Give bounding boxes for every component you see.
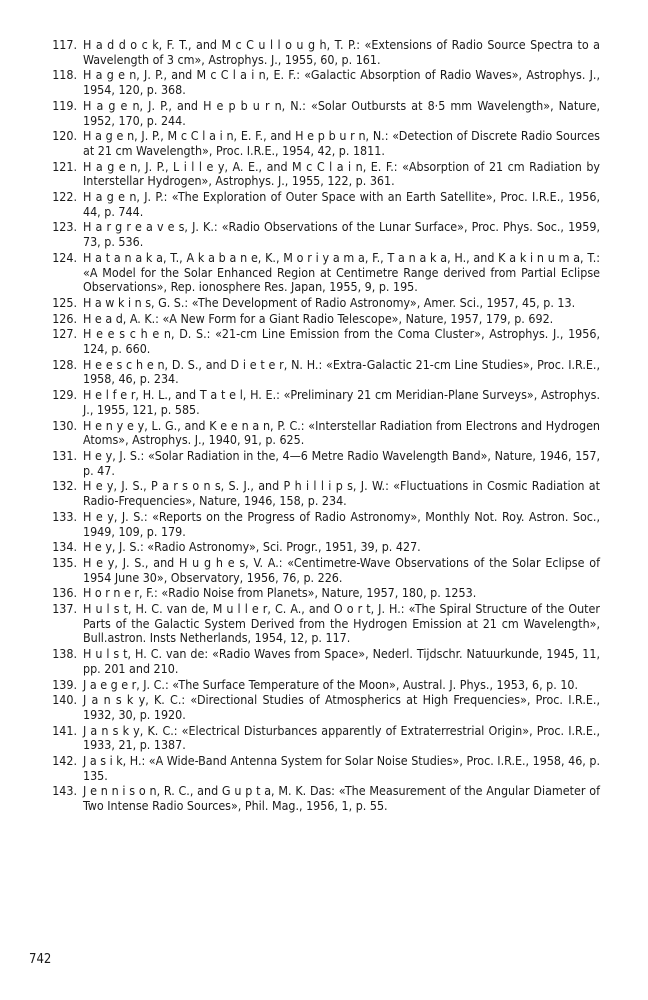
reference-text: H e y, J. S.: «Solar Radiation in the, 4—6 Metre Radio Wavelength Band», Nature, 1946, 157, p. 47.	[83, 447, 600, 478]
reference-entry	[24, 586, 600, 601]
reference-entry	[24, 647, 600, 676]
reference-entry	[24, 68, 600, 97]
reference-number: 125.	[52, 294, 77, 310]
reference-number: 139.	[52, 676, 77, 692]
reference-text: H a t a n a k a, T., A k a b a n e, K., M o r i y a m a, F., T a n a k a, H., and K a k i n u m a, T.: «A Model for the Solar Enhanced Region at Centimetre Range derived from Partial Eclipse Observations», Rep. ionosphere Res. Japan, 1955, 9, p. 195.	[83, 249, 600, 295]
reference-number: 134.	[52, 539, 77, 555]
reference-text: H e y, J. S., and H u g h e s, V. A.: «Centimetre-Wave Observations of the Solar Eclipse of 1954 June 30», Observatory, 1956, 76, p. 226.	[83, 554, 600, 585]
reference-text: J a n s k y, K. C.: «Directional Studies of Atmospherics at High Frequencies», Proc. I.R.E., 1932, 30, p. 1920.	[83, 692, 600, 722]
reference-text: H a d d o c k, F. T., and M c C u l l o u g h, T. P.: «Extensions of Radio Source Spectra to a Wavelength of 3 cm», Astrophys. J., 1955, 60, p. 161.	[83, 37, 600, 67]
reference-entry	[24, 99, 600, 128]
reference-number: 143.	[52, 783, 77, 799]
reference-entry	[24, 754, 600, 783]
reference-text: H e e s c h e n, D. S.: «21-cm Line Emission from the Coma Cluster», Astrophys. J., 1956, 124, p. 660.	[83, 326, 600, 357]
reference-entry	[24, 327, 600, 356]
reference-entry	[24, 556, 600, 585]
reference-text: H u l s t, H. C. van de: «Radio Waves from Space», Nederl. Tijdschr. Natuurkunde, 1945, 11, pp. 201 and 210.	[83, 646, 600, 676]
reference-number: 122.	[52, 189, 77, 205]
reference-number: 133.	[52, 508, 77, 524]
reference-entry	[24, 220, 600, 249]
reference-entry	[24, 190, 600, 219]
reference-entry	[24, 449, 600, 478]
reference-number: 130.	[52, 417, 77, 433]
reference-text: H e y, J. S.: «Reports on the Progress of Radio Astronomy», Monthly Not. Roy. Astron. Soc., 1949, 109, p. 179.	[83, 508, 600, 539]
reference-number: 131.	[52, 447, 77, 463]
reference-entry	[24, 419, 600, 448]
reference-text: H e y, J. S.: «Radio Astronomy», Sci. Progr., 1951, 39, p. 427.	[83, 539, 421, 555]
reference-entry	[24, 358, 600, 387]
reference-entry	[24, 678, 600, 693]
reference-text: H o r n e r, F.: «Radio Noise from Planets», Nature, 1957, 180, p. 1253.	[83, 585, 477, 601]
reference-text: H a g e n, J. P., L i l l e y, A. E., and M c C l a i n, E. F.: «Absorption of 21 cm Radiation by Interstellar Hydrogen», Astrophys. J., 1955, 122, p. 361.	[83, 158, 600, 189]
reference-text: H a g e n, J. P., and H e p b u r n, N.: «Solar Outbursts at 8·5 mm Wavelength», Nature, 1952, 170, p. 244.	[83, 97, 600, 128]
reference-entry	[24, 724, 600, 753]
reference-entry	[24, 693, 600, 722]
reference-entry	[24, 510, 600, 539]
reference-number: 119.	[52, 97, 77, 113]
reference-number: 138.	[52, 646, 77, 662]
reference-text: J a n s k y, K. C.: «Electrical Disturbances apparently of Extraterrestrial Origin», Proc. I.R.E., 1933, 21, p. 1387.	[83, 722, 600, 753]
reference-entry	[24, 129, 600, 158]
reference-text: H a g e n, J. P., and M c C l a i n, E. F.: «Galactic Absorption of Radio Waves», Astrophys. J., 1954, 120, p. 368.	[83, 67, 600, 98]
reference-number: 129.	[52, 387, 77, 403]
reference-text: H e e s c h e n, D. S., and D i e t e r, N. H.: «Extra-Galactic 21-cm Line Studies», Proc. I.R.E., 1958, 46, p. 234.	[83, 356, 600, 387]
reference-text: H e y, J. S., P a r s o n s, S. J., and P h i l l i p s, J. W.: «Fluctuations in Cosmic Radiation at Radio-Frequencies», Nature, 1946, 158, p. 234.	[83, 478, 600, 509]
reference-text: H u l s t, H. C. van de, M u l l e r, C. A., and O o r t, J. H.: «The Spiral Structure of the Outer Parts of the Galactic System Derived from the Hydrogen Emission at 21 cm Wavelength», Bull.astron. Insts Netherlands, 1954, 12, p. 117.	[83, 601, 600, 646]
reference-text: H e n y e y, L. G., and K e e n a n, P. C.: «Interstellar Radiation from Electrons and Hydrogen Atoms», Astrophys. J., 1940, 91, p. 625.	[83, 417, 600, 448]
reference-text: H e l f e r, H. L., and T a t e l, H. E.: «Preliminary 21 cm Meridian-Plane Surveys», Astrophys. J., 1955, 121, p. 585.	[83, 387, 600, 417]
reference-number: 141.	[52, 722, 77, 738]
reference-number: 121.	[52, 158, 77, 174]
reference-number: 132.	[52, 478, 77, 494]
reference-number: 135.	[52, 554, 77, 570]
reference-number: 117.	[52, 37, 77, 52]
reference-entry	[24, 160, 600, 189]
reference-number: 137.	[52, 601, 77, 617]
reference-text: J a e g e r, J. C.: «The Surface Temperature of the Moon», Austral. J. Phys., 1953, 6, p. 10.	[83, 676, 579, 692]
reference-entry	[24, 784, 600, 813]
reference-entry	[24, 388, 600, 417]
reference-entry	[24, 251, 600, 295]
reference-number: 118.	[52, 67, 77, 83]
reference-entry	[24, 296, 600, 311]
reference-number: 136.	[52, 585, 77, 601]
reference-number: 124.	[52, 249, 77, 265]
reference-entry	[24, 540, 600, 555]
reference-list	[24, 38, 600, 815]
reference-number: 120.	[52, 128, 77, 144]
reference-text: H a g e n, J. P., M c C l a i n, E. F., and H e p b u r n, N.: «Detection of Discrete Radio Sources at 21 cm Wavelength», Proc. I.R.E., 1954, 42, p. 1811.	[83, 128, 600, 158]
reference-text: H e a d, A. K.: «A New Form for a Giant Radio Telescope», Nature, 1957, 179, p. 692.	[83, 310, 554, 326]
reference-number: 127.	[52, 326, 77, 342]
reference-entry	[24, 38, 600, 67]
reference-number: 123.	[52, 219, 77, 235]
reference-text: H a w k i n s, G. S.: «The Development of Radio Astronomy», Amer. Sci., 1957, 45, p. 13.	[83, 294, 576, 310]
reference-text: H a g e n, J. P.: «The Exploration of Outer Space with an Earth Satellite», Proc. I.R.E., 1956, 44, p. 744.	[83, 189, 600, 219]
page-number: 742	[29, 952, 52, 967]
reference-number: 128.	[52, 356, 77, 372]
reference-text: H a r g r e a v e s, J. K.: «Radio Observations of the Lunar Surface», Proc. Phys. Soc., 1959, 73, p. 536.	[83, 219, 600, 250]
reference-entry	[24, 479, 600, 508]
reference-text: J e n n i s o n, R. C., and G u p t a, M. K. Das: «The Measurement of the Angular Diameter of Two Intense Radio Sources», Phil. Mag., 1956, 1, p. 55.	[83, 783, 600, 814]
reference-entry	[24, 602, 600, 646]
reference-number: 142.	[52, 753, 77, 769]
reference-text: J a s i k, H.: «A Wide-Band Antenna System for Solar Noise Studies», Proc. I.R.E., 1958, 46, p. 135.	[83, 753, 600, 783]
reference-entry	[24, 312, 600, 327]
reference-number: 126.	[52, 310, 77, 326]
reference-number: 140.	[52, 692, 77, 708]
